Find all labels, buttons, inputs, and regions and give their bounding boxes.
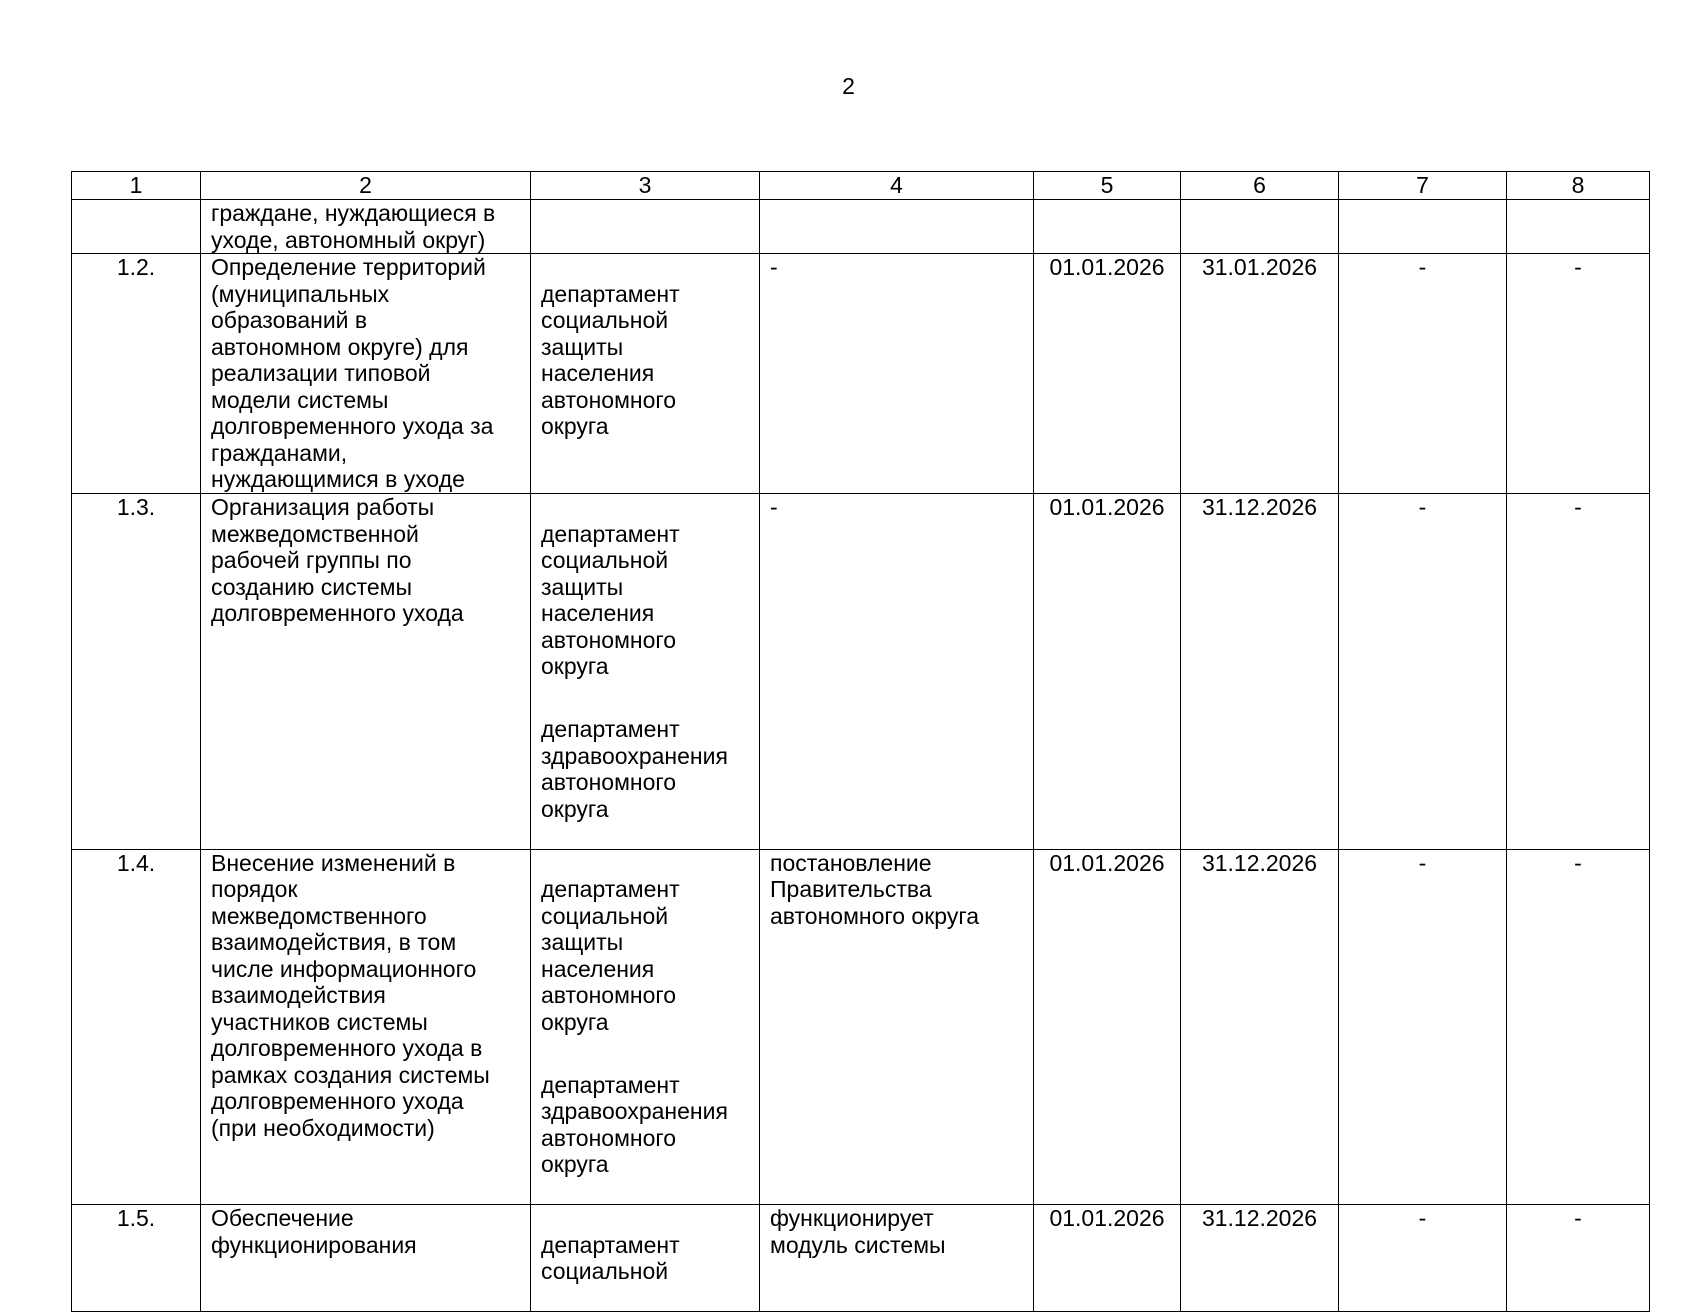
result-cell: - [760, 494, 1034, 850]
responsible-department: департамент здравоохранения автономного округа [541, 716, 728, 822]
responsible-department: департамент здравоохранения автономного округа [541, 1071, 728, 1177]
column-8-cell: - [1507, 1205, 1650, 1312]
start-date-cell: 01.01.2026 [1034, 1205, 1181, 1312]
column-number-header: 5 [1034, 172, 1181, 200]
start-date-cell: 01.01.2026 [1034, 849, 1181, 1205]
column-number-header: 8 [1507, 172, 1650, 200]
row-number-cell: 1.5. [72, 1205, 201, 1312]
responsible-department: департамент социальной защиты населения автономного округа [541, 520, 680, 679]
measure-name-cell: граждане, нуждающиеся в уходе, автономный округ) [201, 200, 531, 254]
table-row-continuation [72, 200, 1650, 254]
column-7-cell: - [1339, 254, 1507, 494]
result-cell [760, 200, 1034, 254]
column-number-header: 1 [72, 172, 201, 200]
start-date-cell: 01.01.2026 [1034, 254, 1181, 494]
responsible-cell [531, 1205, 760, 1312]
measures-table [71, 171, 1650, 1312]
column-number-header: 2 [201, 172, 531, 200]
end-date-cell [1181, 200, 1339, 254]
responsible-department: департамент социальной защиты населения автономного округа [541, 876, 680, 1035]
responsible-department: департамент социальной защиты населения автономного округа [541, 280, 680, 439]
result-cell: - [760, 254, 1034, 494]
column-8-cell: - [1507, 849, 1650, 1205]
measure-name-cell: Обеспечение функционирования [201, 1205, 531, 1312]
end-date-cell: 31.12.2026 [1181, 494, 1339, 850]
table-row-1-2 [72, 254, 1650, 494]
column-7-cell: - [1339, 494, 1507, 850]
column-number-header: 6 [1181, 172, 1339, 200]
responsible-cell [531, 849, 760, 1205]
row-number-cell: 1.3. [72, 494, 201, 850]
row-number-cell [72, 200, 201, 254]
column-8-cell: - [1507, 254, 1650, 494]
measure-name-cell: Организация работы межведомственной рабочей группы по созданию системы долговременного ухода [201, 494, 531, 850]
column-8-cell: - [1507, 494, 1650, 850]
measure-name-cell: Внесение изменений в порядок межведомственного взаимодействия, в том числе информационного взаимодействия участников системы долговременного ухода в рамках создания системы долговременного ухода (при необходимости) [201, 849, 531, 1205]
column-number-header: 7 [1339, 172, 1507, 200]
end-date-cell: 31.01.2026 [1181, 254, 1339, 494]
table-row-1-3 [72, 494, 1650, 850]
start-date-cell: 01.01.2026 [1034, 494, 1181, 850]
row-number-cell: 1.4. [72, 849, 201, 1205]
column-number-header: 4 [760, 172, 1034, 200]
end-date-cell: 31.12.2026 [1181, 1205, 1339, 1312]
table-row-1-4 [72, 849, 1650, 1205]
responsible-cell [531, 254, 760, 494]
responsible-department: департамент социальной [541, 1231, 680, 1284]
column-7-cell: - [1339, 849, 1507, 1205]
responsible-cell [531, 200, 760, 254]
end-date-cell: 31.12.2026 [1181, 849, 1339, 1205]
table-row-1-5 [72, 1205, 1650, 1312]
row-number-cell: 1.2. [72, 254, 201, 494]
column-7-cell [1339, 200, 1507, 254]
column-8-cell [1507, 200, 1650, 254]
result-cell: постановление Правительства автономного округа [760, 849, 1034, 1205]
column-7-cell: - [1339, 1205, 1507, 1312]
start-date-cell [1034, 200, 1181, 254]
measure-name-cell: Определение территорий (муниципальных образований в автономном округе) для реализации типовой модели системы долговременного ухода за гражданами, нуждающимися в уходе [201, 254, 531, 494]
column-number-header: 3 [531, 172, 760, 200]
column-number-row [72, 172, 1650, 200]
result-cell: функционирует модуль системы [760, 1205, 1034, 1312]
page-number: 2 [842, 73, 855, 99]
responsible-cell [531, 494, 760, 850]
